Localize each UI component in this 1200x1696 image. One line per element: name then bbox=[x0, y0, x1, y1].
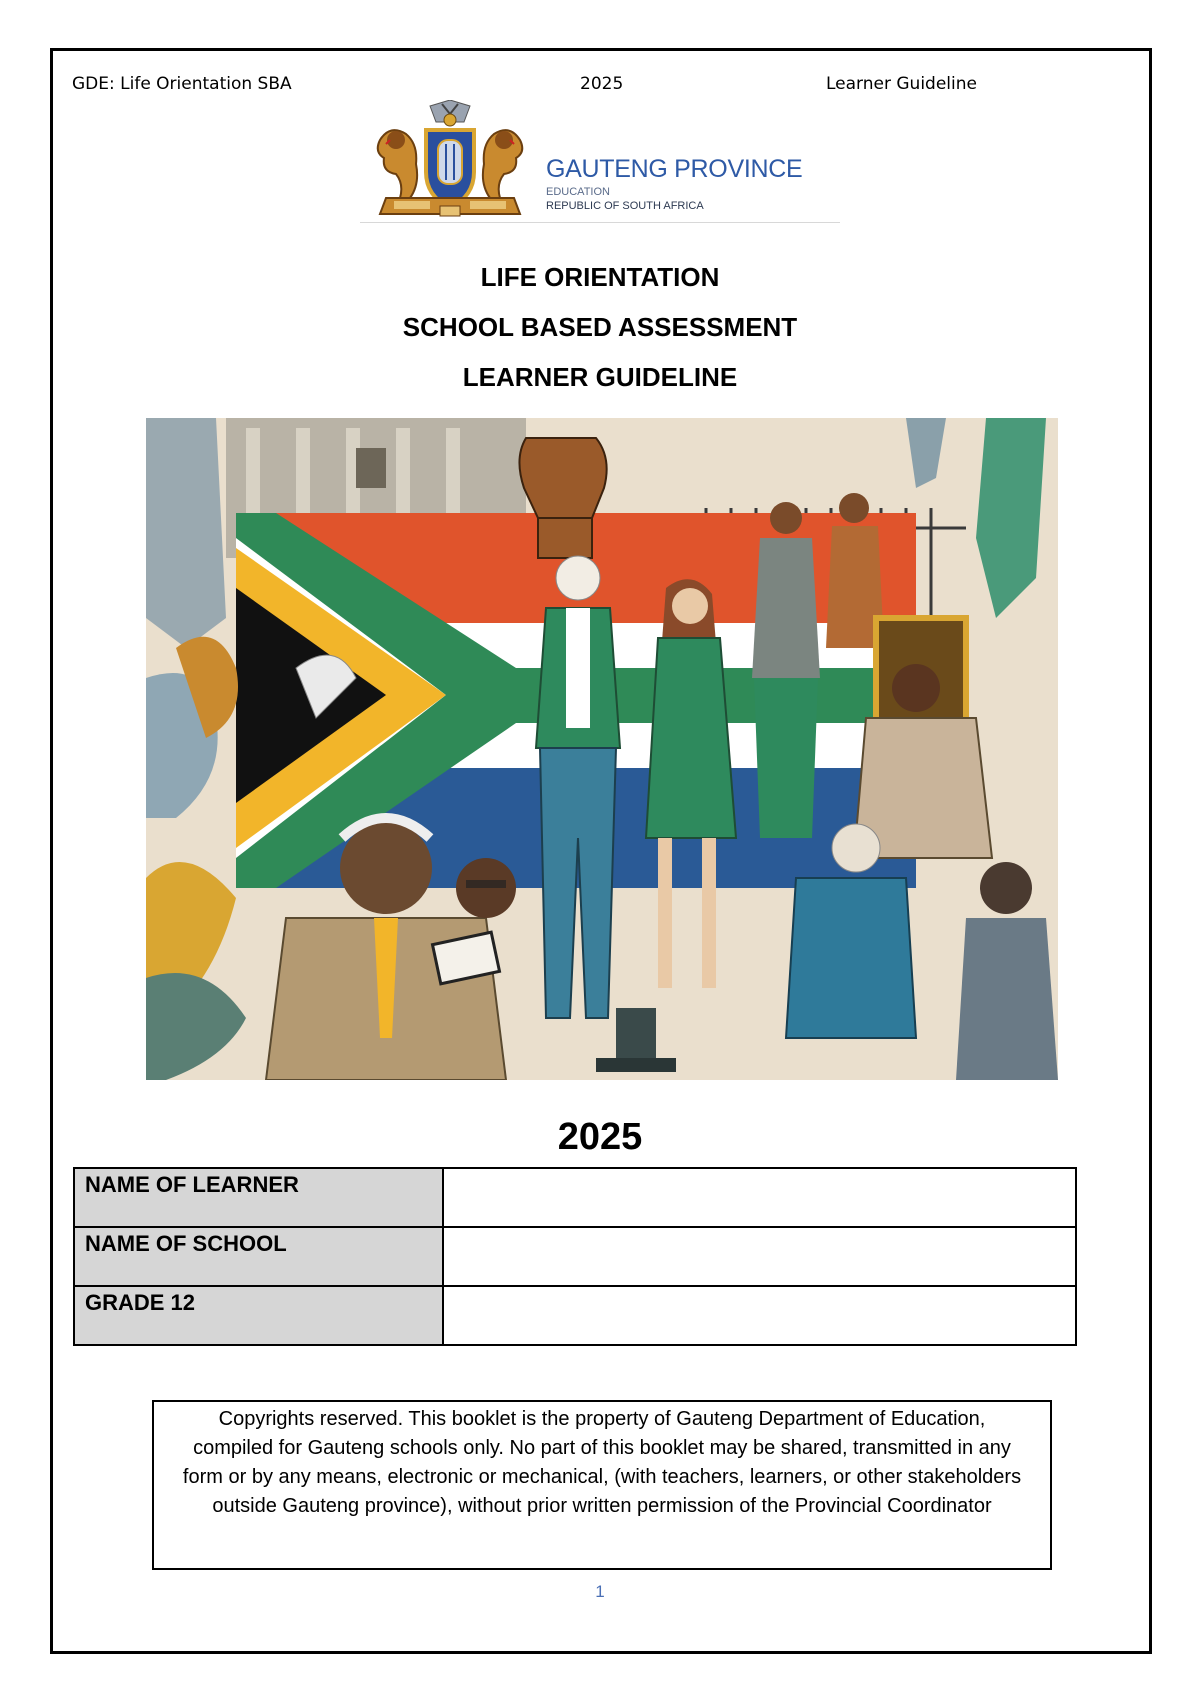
page-number: 1 bbox=[595, 1582, 605, 1601]
field-label-grade: GRADE 12 bbox=[74, 1286, 443, 1345]
logo-divider bbox=[360, 222, 840, 223]
page-header bbox=[72, 74, 1032, 98]
logo-subtitle-country: REPUBLIC OF SOUTH AFRICA bbox=[546, 200, 704, 212]
field-label-learner-name: NAME OF LEARNER bbox=[74, 1168, 443, 1227]
learner-name-field[interactable] bbox=[443, 1168, 1076, 1227]
learner-details-table bbox=[73, 1167, 1077, 1346]
grade-field[interactable] bbox=[443, 1286, 1076, 1345]
table-row bbox=[74, 1227, 1076, 1286]
gauteng-logo bbox=[360, 100, 840, 228]
copyright-notice: Copyrights reserved. This booklet is the property of Gauteng Department of Education, compiled for Gauteng schools only. No part of this booklet may be shared, transmitted in any form or by any means, electronic or mechanical, (with teachers, learners, or other stakeholders outside Gauteng province), without prior written permission of the Provincial Coordinator bbox=[152, 1400, 1052, 1570]
logo-subtitle-education: EDUCATION bbox=[546, 186, 610, 198]
header-year: 2025 bbox=[580, 74, 624, 94]
logo-title: GAUTENG PROVINCE bbox=[546, 155, 803, 183]
header-left: GDE: Life Orientation SBA bbox=[72, 74, 292, 94]
school-name-field[interactable] bbox=[443, 1227, 1076, 1286]
document-title-line-2: SCHOOL BASED ASSESSMENT bbox=[402, 312, 798, 342]
field-label-school-name: NAME OF SCHOOL bbox=[74, 1227, 443, 1286]
header-right: Learner Guideline bbox=[826, 74, 977, 94]
document-title-line-3: LEARNER GUIDELINE bbox=[462, 362, 738, 392]
coat-of-arms-icon bbox=[360, 100, 540, 222]
document-title-line-1: LIFE ORIENTATION bbox=[480, 262, 720, 292]
table-row bbox=[74, 1168, 1076, 1227]
table-row bbox=[74, 1286, 1076, 1345]
booklet-year: 2025 bbox=[557, 1116, 643, 1158]
cover-illustration bbox=[146, 418, 1058, 1080]
cover-illustration-image bbox=[146, 418, 1058, 1080]
